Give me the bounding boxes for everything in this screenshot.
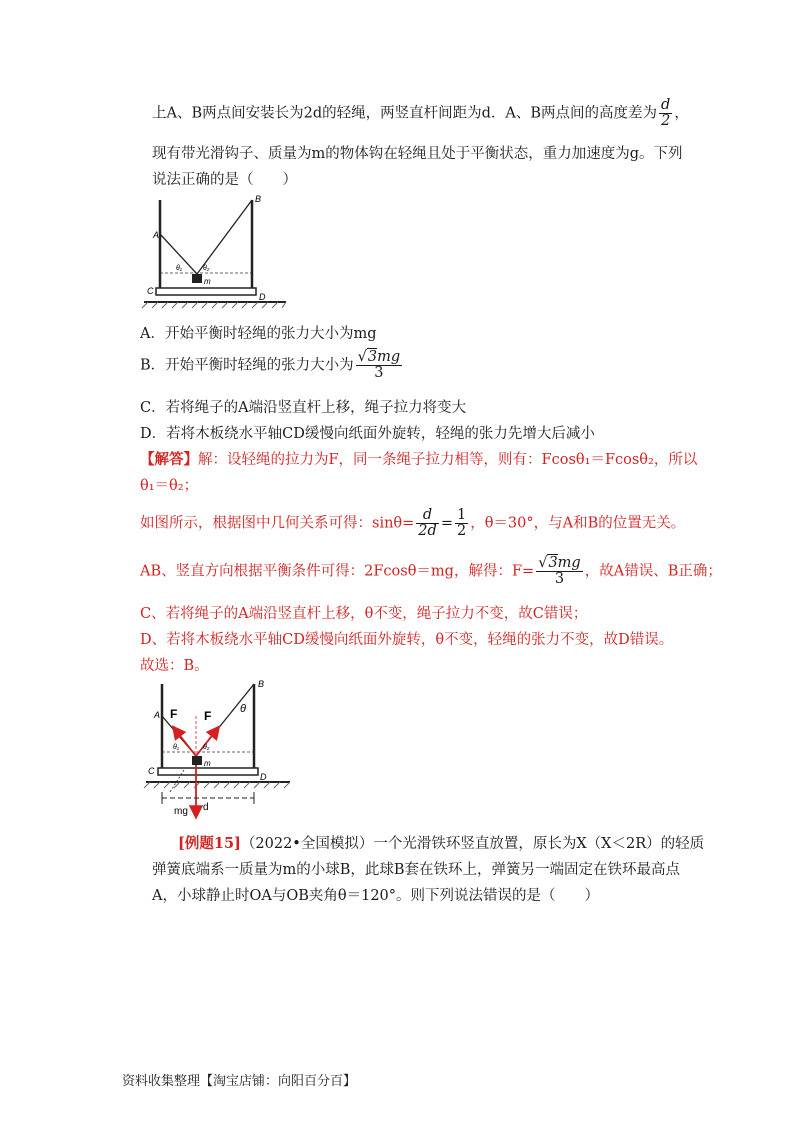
fig2-label-B: B: [258, 679, 265, 689]
fraction-d-over-2: $\frac{d}{2}$: [661, 97, 671, 130]
figure-1-diagram: [140, 190, 290, 310]
example-line-2: 弹簧底端系一质量为m的小球B，此球B套在铁环上，弹簧另一端固定在铁环最高点: [152, 862, 681, 878]
option-b: B．开始平衡时轻绳的张力大小为 $\frac{√3mg}{3}$: [140, 349, 401, 382]
fraction-d-over-2d: $\frac{d}{2d}$: [418, 507, 437, 540]
option-a: A．开始平衡时轻绳的张力大小为mg: [140, 326, 377, 342]
fig1-label-theta1: θ₁: [176, 265, 183, 272]
example-tag: [例题15]: [178, 835, 241, 852]
fig2-label-F-right: F: [204, 709, 212, 723]
fig2-label-D: D: [260, 772, 267, 782]
option-d: D．若将木板绕水平轴CD缓慢向纸面外旋转，轻绳的张力先增大后减小: [140, 426, 595, 442]
fig2-label-A: A: [154, 710, 161, 720]
fig2-label-theta2: θ₂: [203, 744, 210, 751]
example-line-3: A，小球静止时OA与OB夹角θ＝120°。则下列说法错误的是（ ）: [152, 888, 600, 904]
fig1-label-m: m: [204, 277, 211, 286]
fig1-label-A: A: [153, 230, 160, 240]
option-c: C．若将绳子的A端沿竖直杆上移，绳子拉力将变大: [140, 400, 467, 416]
problem-line-3: 说法正确的是（ ）: [152, 172, 297, 188]
fig2-label-d: d: [203, 802, 209, 813]
answer-line-4: AB、竖直方向根据平衡条件可得：2Fcosθ＝mg，解得：F= $\frac{√3mg}{3}$ ，故A错误、B正确；: [140, 555, 722, 588]
fig1-label-D: D: [259, 292, 266, 302]
answer-line-1: 【解答】解：设轻绳的拉力为F，同一条绳子拉力相等，则有：Fcosθ₁＝Fcosθ₂，所以: [140, 451, 698, 468]
fig2-label-theta: θ: [240, 703, 246, 715]
fraction-1-over-2: $\frac{1}{2}$: [456, 507, 467, 540]
fig1-label-C: C: [147, 286, 154, 296]
fig1-label-theta2: θ₂: [203, 265, 210, 272]
problem-line-2: 现有带光滑钩子、质量为m的物体钩在轻绳且处于平衡状态，重力加速度为g。下列: [152, 146, 683, 162]
fig2-label-m: m: [204, 759, 211, 768]
example-line-1: [例题15]（2022•全国模拟）一个光滑铁环竖直放置，原长为X（X＜2R）的轻质: [178, 835, 705, 852]
fig2-label-F-left: F: [170, 707, 178, 721]
fig2-label-C: C: [148, 766, 155, 776]
fig1-label-B: B: [255, 194, 262, 204]
fraction-F-value: $\frac{√3mg}{3}$: [538, 555, 581, 588]
answer-line-3: 如图所示，根据图中几何关系可得：sinθ= $\frac{d}{2d}$ = $\frac{1}{2}$ ，θ＝30°，与A和B的位置无关。: [140, 507, 686, 540]
footer-source: 资料收集整理【淘宝店铺：向阳百分百】: [122, 1074, 357, 1089]
fig2-label-mg: mg: [174, 806, 188, 817]
problem-line-1: 上A、B两点间安装长为2d的轻绳，两竖直杆间距为d．A、B两点间的高度差为 $\frac{d}{2}$ ，: [152, 97, 689, 130]
answer-line-7: 故选：B。: [140, 658, 209, 674]
figure-2-force-diagram: [140, 676, 300, 822]
answer-line-5: C、若将绳子的A端沿竖直杆上移，θ不变，绳子拉力不变，故C错误；: [140, 606, 588, 622]
fig2-label-theta1: θ₁: [173, 744, 180, 751]
answer-line-6: D、若将木板绕水平轴CD缓慢向纸面外旋转，θ不变，轻绳的张力不变，故D错误。: [140, 632, 674, 648]
fraction-sqrt3mg-over-3: $\frac{√3mg}{3}$: [357, 349, 401, 382]
answer-line-2: θ₁＝θ₂；: [140, 478, 199, 494]
